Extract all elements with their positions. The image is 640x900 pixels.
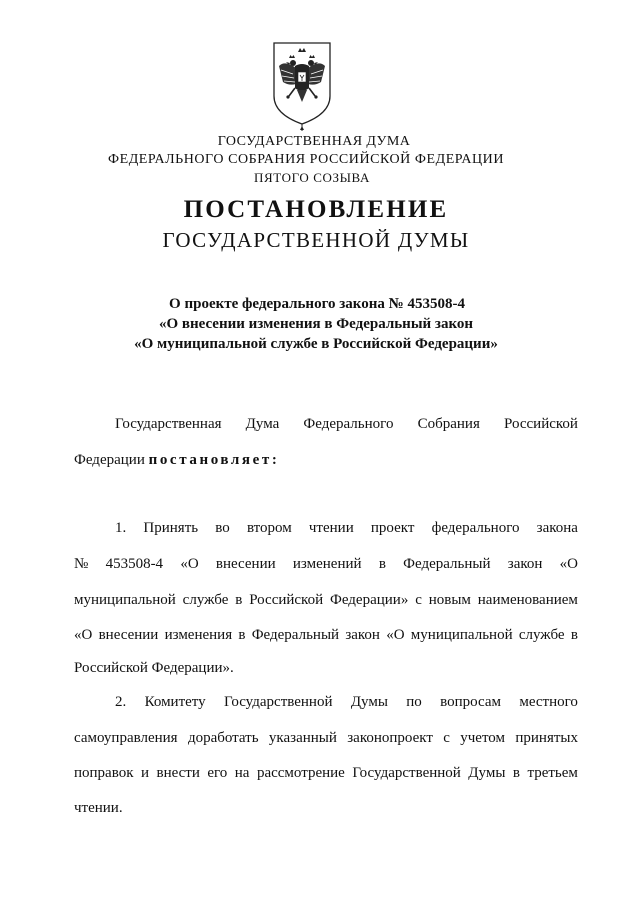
word: в xyxy=(235,592,243,608)
document-title: ПОСТАНОВЛЕНИЕ xyxy=(183,196,449,223)
preamble-line-1 xyxy=(74,414,578,434)
word: «О xyxy=(386,627,405,643)
item2-line-3 xyxy=(74,763,578,783)
word: учетом xyxy=(460,730,506,746)
document-subtitle: ГОСУДАРСТВЕННОЙ ДУМЫ xyxy=(162,228,470,252)
word: закон xyxy=(345,627,380,643)
word: Федерации» xyxy=(329,592,409,608)
word: внесении xyxy=(98,627,159,643)
header-assembly: ФЕДЕРАЛЬНОГО СОБРАНИЯ РОССИЙСКОЙ ФЕДЕРАЦИИ xyxy=(107,152,504,167)
word: проект xyxy=(370,520,415,536)
word: федерального xyxy=(431,520,520,536)
word: вопросам xyxy=(440,694,502,710)
word: муниципальной xyxy=(410,627,513,643)
word: изменений xyxy=(292,556,362,572)
word: наименованием xyxy=(477,592,578,608)
word: Российской xyxy=(249,592,324,608)
word: Государственная xyxy=(115,416,222,432)
word: во xyxy=(215,520,230,536)
word: третьем xyxy=(527,765,578,781)
word: № xyxy=(74,556,89,572)
preamble-line-2 xyxy=(74,450,578,470)
word: внесении xyxy=(215,556,276,572)
word: 2. xyxy=(115,694,127,710)
word: поправок xyxy=(74,765,134,781)
word: Государственной xyxy=(224,694,333,710)
word: законопроект xyxy=(347,730,433,746)
word: Российской xyxy=(504,416,578,432)
word: указанный xyxy=(268,730,337,746)
word: чтении xyxy=(308,520,354,536)
word: «О xyxy=(74,627,93,643)
subject-line-1: О проекте федерального закона № 453508-4 xyxy=(169,296,465,312)
word: принятых xyxy=(515,730,578,746)
word: в xyxy=(512,765,520,781)
word: доработать xyxy=(187,730,259,746)
word: службе xyxy=(182,592,229,608)
item1-line-5: Российской Федерации». xyxy=(74,660,234,676)
word: в xyxy=(378,556,386,572)
word: 1. xyxy=(115,520,127,536)
word: по xyxy=(406,694,422,710)
word: новым xyxy=(428,592,471,608)
item1-line-3 xyxy=(74,590,578,610)
word: «О xyxy=(559,556,578,572)
subject-line-3: «О муниципальной службе в Российской Федерации» xyxy=(134,336,498,352)
word: в xyxy=(570,627,578,643)
item2-line-1 xyxy=(74,692,578,712)
word: и xyxy=(140,765,149,781)
word: закон xyxy=(507,556,543,572)
word: изменения xyxy=(164,627,233,643)
word: Принять xyxy=(143,520,199,536)
word: на xyxy=(234,765,250,781)
word: Федерального xyxy=(303,416,394,432)
word: Комитету xyxy=(144,694,206,710)
word: Федеральный xyxy=(251,627,340,643)
word: самоуправления xyxy=(74,730,178,746)
item1-line-2 xyxy=(74,554,578,574)
word: муниципальной xyxy=(74,592,176,608)
word: Федеральный xyxy=(403,556,491,572)
word: Государственной xyxy=(352,765,461,781)
word: службе xyxy=(518,627,565,643)
word: в xyxy=(238,627,246,643)
subject-line-2: «О внесении изменения в Федеральный закон xyxy=(158,316,474,332)
item1-line-1 xyxy=(74,518,578,538)
coat-of-arms-emblem xyxy=(271,40,333,132)
word: рассмотрение xyxy=(256,765,345,781)
word: Думы xyxy=(350,694,388,710)
preamble-subject: Федерации xyxy=(74,452,149,468)
word: с xyxy=(443,730,450,746)
item2-line-2 xyxy=(74,728,578,748)
word: Думы xyxy=(468,765,506,781)
word: закона xyxy=(536,520,578,536)
item2-line-4: чтении. xyxy=(74,800,123,816)
word: Дума xyxy=(245,416,280,432)
word: «О xyxy=(180,556,199,572)
word: внести xyxy=(156,765,200,781)
word: Собрания xyxy=(417,416,480,432)
word: местного xyxy=(519,694,578,710)
word: 453508-4 xyxy=(105,556,164,572)
item1-line-4 xyxy=(74,625,578,645)
header-chamber: ГОСУДАРСТВЕННАЯ ДУМА xyxy=(217,134,411,149)
word: его xyxy=(207,765,228,781)
word: втором xyxy=(246,520,292,536)
word: с xyxy=(415,592,422,608)
header-convocation: ПЯТОГО СОЗЫВА xyxy=(254,170,370,185)
resolution-verb: постановляет: xyxy=(148,452,280,468)
